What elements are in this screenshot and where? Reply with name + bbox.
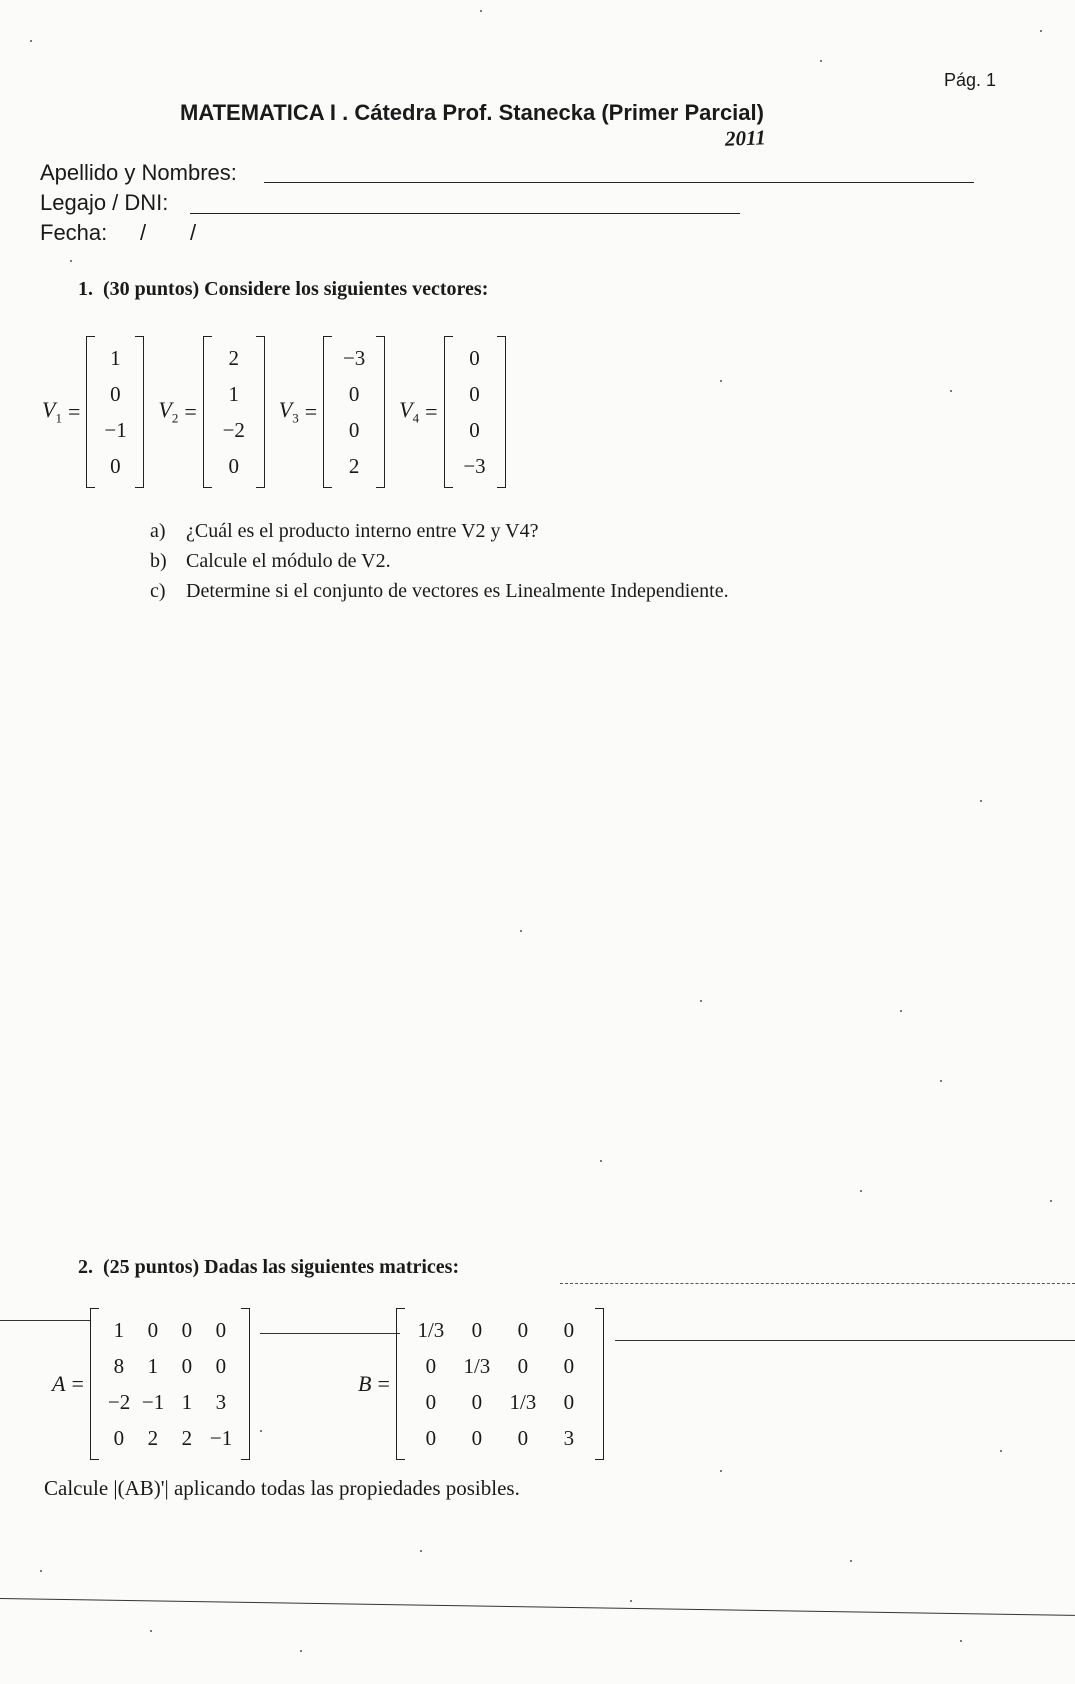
equals-sign: = xyxy=(304,399,318,424)
matrix-a-cell: 0 xyxy=(113,1426,125,1450)
scan-artifact-line xyxy=(615,1340,1075,1341)
equals-sign: = xyxy=(184,399,197,424)
matrix-b-cell: 0 xyxy=(517,1426,529,1450)
scan-speck xyxy=(720,380,722,382)
scan-speck xyxy=(150,1630,152,1632)
scan-speck xyxy=(950,390,952,392)
scan-speck xyxy=(940,1080,942,1082)
matrix-b-cell: 0 xyxy=(471,1318,483,1342)
scan-speck xyxy=(860,1190,862,1192)
vector-1-entry: 1 xyxy=(110,346,121,370)
scan-speck xyxy=(480,10,482,12)
scan-speck xyxy=(300,1650,302,1652)
scan-speck xyxy=(720,1470,722,1472)
scan-speck xyxy=(40,1570,42,1572)
scan-speck xyxy=(1000,1450,1002,1452)
vector-4-entry: 0 xyxy=(469,382,480,406)
vector-2-entry: −2 xyxy=(222,418,245,442)
equals-sign: = xyxy=(377,1371,390,1396)
vector-2-entry: 2 xyxy=(228,346,239,370)
vector-4-entry: 0 xyxy=(469,418,480,442)
vector-4-entry: −3 xyxy=(463,454,486,478)
scan-speck xyxy=(420,1550,422,1552)
matrix-b-cell: 3 xyxy=(563,1426,575,1450)
vector-2-matrix xyxy=(203,336,265,488)
list-item: b) Calcule el módulo de V2. xyxy=(150,550,391,572)
scan-speck xyxy=(850,1560,852,1562)
matrix-b-cell: 0 xyxy=(563,1318,575,1342)
matrix-b-cell: 0 xyxy=(471,1426,483,1450)
question-2-instruction: Calcule |(AB)'| aplicando todas las propiedades posibles. xyxy=(44,1476,520,1500)
bottom-rule xyxy=(0,1598,1075,1616)
scan-speck xyxy=(30,40,32,42)
scan-speck xyxy=(980,800,982,802)
matrix-b-cell: 1/3 xyxy=(417,1318,445,1342)
vector-1-entry: −1 xyxy=(104,418,127,442)
question-1-heading xyxy=(78,278,488,301)
vector-4-label: $V_4$ xyxy=(399,397,420,426)
question-2-heading xyxy=(78,1256,459,1279)
vector-1-entry: 0 xyxy=(110,382,121,406)
vector-3-label: $V_3$ xyxy=(278,397,299,426)
equals-sign: = xyxy=(67,399,81,424)
scan-speck xyxy=(630,1600,632,1602)
question-2-title: (25 puntos) Dadas las siguientes matrices: xyxy=(103,1256,460,1278)
question-2-number: 2. xyxy=(78,1256,93,1278)
question-1-number: 1. xyxy=(78,278,93,300)
matrix-a xyxy=(90,1308,250,1460)
vector-3-entry: 2 xyxy=(348,454,360,478)
vectors-row xyxy=(42,336,506,488)
matrix-b-cell: 0 xyxy=(517,1354,529,1378)
page-number: Pág. 1 xyxy=(944,70,997,90)
scan-speck xyxy=(260,1430,262,1432)
date-separator-2: / xyxy=(190,220,197,245)
scan-speck xyxy=(1040,30,1042,32)
vector-4-entry: 0 xyxy=(469,346,480,370)
question-1-items xyxy=(150,516,729,606)
matrix-a-cell: 0 xyxy=(147,1318,159,1342)
exam-title: MATEMATICA I . Cátedra Prof. Stanecka (Primer Parcial) xyxy=(180,100,764,125)
scan-artifact-line xyxy=(560,1283,1075,1284)
scan-speck xyxy=(820,60,822,62)
id-field-line[interactable] xyxy=(190,213,740,214)
scan-speck xyxy=(600,1160,602,1162)
scan-speck xyxy=(900,1010,902,1012)
date-field-label: Fecha: xyxy=(40,220,108,245)
scan-speck xyxy=(70,260,72,262)
matrix-b-cell: 0 xyxy=(425,1390,437,1414)
matrix-b-cell: 0 xyxy=(471,1390,483,1414)
vector-3-entry: −3 xyxy=(342,346,366,370)
vector-2-label: $V_2$ xyxy=(158,397,179,426)
vector-2-entry: 0 xyxy=(228,454,239,478)
vector-1-matrix xyxy=(86,336,144,488)
matrix-a-cell: 8 xyxy=(113,1354,125,1378)
matrix-a-cell: 1 xyxy=(147,1354,159,1378)
matrix-b-cell: 0 xyxy=(563,1354,575,1378)
matrix-a-cell: 2 xyxy=(181,1426,193,1450)
matrix-b-row xyxy=(358,1308,604,1460)
matrix-b-cell: 0 xyxy=(425,1354,437,1378)
name-field-line[interactable] xyxy=(264,182,974,183)
equals-sign: = xyxy=(71,1371,84,1396)
vector-3-entry: 0 xyxy=(348,382,360,406)
matrix-a-cell: 1 xyxy=(181,1390,193,1414)
list-item: a) ¿Cuál es el producto interno entre V2 y V4? xyxy=(150,520,539,542)
matrix-a-cell: 0 xyxy=(181,1354,193,1378)
scan-speck xyxy=(700,1000,702,1002)
vector-1-entry: 0 xyxy=(110,454,121,478)
matrix-a-cell: 3 xyxy=(215,1390,227,1414)
matrix-b-cell: 0 xyxy=(425,1426,437,1450)
matrix-a-cell: 2 xyxy=(147,1426,159,1450)
matrix-b-label: B xyxy=(358,1371,372,1396)
matrix-a-cell: 0 xyxy=(181,1318,193,1342)
matrix-a-cell: −1 xyxy=(141,1390,165,1414)
list-item: c) Determine si el conjunto de vectores es Linealmente Independiente. xyxy=(150,580,729,602)
matrix-b-cell: 1/3 xyxy=(509,1390,537,1414)
id-field-label: Legajo / DNI: xyxy=(40,190,169,215)
matrix-b xyxy=(396,1308,604,1460)
scan-speck xyxy=(1050,1200,1052,1202)
matrix-a-cell: −2 xyxy=(107,1390,131,1414)
matrix-a-row xyxy=(52,1308,250,1460)
date-separator-1: / xyxy=(140,220,147,245)
matrix-a-label: A xyxy=(52,1371,66,1396)
question-1-title: (30 puntos) Considere los siguientes vectores: xyxy=(103,278,489,300)
equals-sign: = xyxy=(425,399,438,424)
matrix-a-cell: 0 xyxy=(215,1354,227,1378)
matrix-a-cell: −1 xyxy=(209,1426,233,1450)
matrix-a-cell: 1 xyxy=(113,1318,125,1342)
scan-speck xyxy=(960,1640,962,1642)
vector-2-entry: 1 xyxy=(228,382,239,406)
matrix-b-cell: 0 xyxy=(517,1318,529,1342)
scan-speck xyxy=(520,930,522,932)
matrix-a-cell: 0 xyxy=(215,1318,227,1342)
matrix-b-cell: 1/3 xyxy=(463,1354,491,1378)
vector-1-label: $V_1$ xyxy=(42,397,62,426)
vector-3-matrix xyxy=(323,336,385,488)
vector-4-matrix xyxy=(444,336,506,488)
handwritten-year: 2011 xyxy=(724,125,767,151)
matrix-b-cell: 0 xyxy=(563,1390,575,1414)
vector-3-entry: 0 xyxy=(348,418,360,442)
name-field-label: Apellido y Nombres: xyxy=(40,160,237,185)
